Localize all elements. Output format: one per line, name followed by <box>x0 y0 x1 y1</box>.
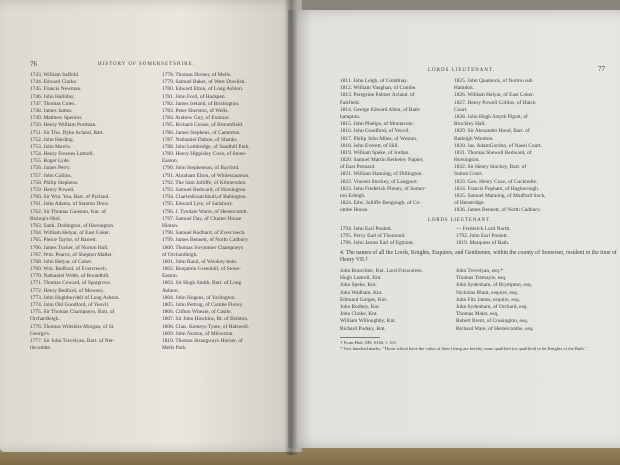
entry-line: 1824. Edw. Jolliffe Bengough, of Co- <box>340 200 422 207</box>
entry-line: Court. <box>454 106 468 113</box>
entry-line: 1793. Samuel Bedward, of Horsington. <box>162 187 247 193</box>
entry-line: 1790. John Stephenson, of Bayford. <box>162 165 240 172</box>
entry-line: 1778. Thomas Horner, of Mells. <box>162 72 232 78</box>
entry-line: 1779. Samuel Baker, of West Dowlish. <box>162 79 246 86</box>
entry-line: 1822. Vincent Stuckey, of Langport. <box>340 178 419 185</box>
entry-line: 1752. John Harding. <box>30 136 75 143</box>
entry-line: Hinton. <box>162 222 179 229</box>
entry-line: 1761. John Adams, of Stanton Drew. <box>30 201 110 208</box>
entry-line: John Rodney, Knt. <box>340 303 381 310</box>
entry-line: 1787. Nathaniel Dalton, of Shanks. <box>162 136 238 143</box>
entry-line: Butleigh Wootton. <box>454 135 494 142</box>
entry-line: 1817. Philip John Miles, of Weston. <box>340 135 418 142</box>
entry-line: 1774. John Old Goodford, of Yeovil. <box>30 302 110 308</box>
entry-line: 1831. Thomas Shewell Bedward, of <box>454 149 532 156</box>
entry-line: Orchardleigh. <box>30 316 60 323</box>
names-left <box>340 268 423 333</box>
entry-line: 1828. John Hugh Smyth Pigott, of <box>454 113 528 120</box>
entry-line: 1813. Peregrine Palmer Acland, of <box>340 92 415 99</box>
entry-line: 1765. Pierce Taylor, of Barrett. <box>30 237 97 244</box>
left-column-2 <box>162 72 250 352</box>
entry-line: 1789. Henry Hippisley Coxe, of Stone- <box>162 151 247 158</box>
entry-line: 1811. John Leigh, of Combhay. <box>340 78 408 84</box>
entry-line: John Speke, Knt. <box>340 282 377 289</box>
entry-line: 1819. William Speke, of Jordan. <box>340 149 410 156</box>
entry-line: tlecombe. <box>30 345 52 352</box>
entry-line: 1771. Thomas Coward, of Spargrove. <box>30 280 112 287</box>
entry-line: 1829. Sir Alexander Hood, Bart. of <box>454 128 530 135</box>
entry-line: 1816. John Goodford, of Yeovil. <box>340 128 410 135</box>
entry-line: 1819. Marquess of Bath. <box>456 240 510 247</box>
entry-line: 1763. Saml. Dodington, of Horsington. <box>30 222 115 229</box>
entry-line: Horsington. <box>454 157 480 164</box>
entry-line: of Henstridge. <box>454 200 485 207</box>
entry-line: 1777. Sir John Trevelyan, Bart. of Net- <box>30 337 115 344</box>
entry-line: 1750. Henry William Portman. <box>30 122 97 129</box>
entry-line: John Choke, Knt. <box>340 311 378 318</box>
entry-line: 1797. Samuel Day, of Charter House <box>162 215 242 222</box>
entry-line: 1798. Samuel Rodbard, of Evercreech. <box>162 230 246 237</box>
entry-line: of Orchardleigh. <box>162 251 198 258</box>
entry-line: Hamdon. <box>454 85 474 92</box>
entry-line: Fairfield. <box>340 99 360 106</box>
book-gutter <box>285 0 297 455</box>
entry-line: 1773. John Hughboydell of Long Ashton. <box>30 294 120 301</box>
right-column-2 <box>454 78 546 215</box>
entry-line: 1810. Thomas Strangways Horner, of <box>162 337 243 344</box>
henry-vii-paragraph: 4. The names of all the Lords, Knights, Esquires, and Gentlemen, within the county of Somerset, resident in the time of Henry VII.† <box>340 250 617 264</box>
entry-line: 1783. Peter Sherston, of Wells. <box>162 107 229 114</box>
lieutenants-left <box>340 226 414 248</box>
left-page-number: 76 <box>30 60 37 68</box>
entry-line: Thomas Tremayle, esq. <box>456 275 507 282</box>
entry-line: Brockley Hall. <box>454 121 486 128</box>
entry-line: 1835. Samuel Manning, of Mudford Sock, <box>454 193 546 199</box>
entry-line: 1808. Chas. Kemeys Tynte, of Halswell. <box>162 323 250 330</box>
entry-line: 1794. John Earl Poulett. <box>340 226 392 232</box>
entry-line: 1823. John Frederick Pinney, of Somer- <box>340 185 426 192</box>
right-running-head: LORDS LIEUTENANT. <box>428 68 495 73</box>
entry-line: 1834. Francis Popham, of Hagborough. <box>454 185 540 192</box>
entry-line: of East Pennard. <box>340 164 376 171</box>
entry-line: 1802. Benjamin Greenhill, of Stone- <box>162 266 241 273</box>
entry-line: John Bourchier, Knt. Lord Fitzwarren. <box>340 268 423 274</box>
entry-line: Easton. <box>162 273 179 280</box>
entry-line: 1809. John Norton, of Milverton. <box>162 330 234 337</box>
entry-line: 1775. Sir Thomas Champneys, Bart. of <box>30 309 115 316</box>
entry-line: 1825. John Quantock, of Norton sub <box>454 78 533 84</box>
entry-line: John Sydenham, of Brympton, esq. <box>456 282 532 289</box>
entry-line: 1747. Thomas Coles. <box>30 100 76 107</box>
entry-line: 1812. William Vaughan, of Combe. <box>340 85 417 92</box>
entry-line: 1805. John Pettrug, of Combe Florey. <box>162 302 244 308</box>
entry-line: 1799. James Bennett, of North Cadbury. <box>162 237 249 244</box>
entry-line: 1786. James Stephens, of Camerton. <box>162 129 241 136</box>
entry-line: 1782. James Ireland, of Brislington. <box>162 100 240 107</box>
entry-line: 1758. Philip Stephens. <box>30 179 79 186</box>
entry-line: 1821. William Hanning, of Dillington. <box>340 171 423 178</box>
entry-line: 1748. James James. <box>30 107 73 114</box>
entry-line: 1801. John Band, of Wookey-hole. <box>162 258 238 265</box>
entry-line: 1788. John Lethbridge, of Sandhill Park. <box>162 143 250 150</box>
entry-line: 1743. William Saffold. <box>30 72 80 78</box>
entry-line: hampton. <box>340 113 361 120</box>
entry-line: 1756. James Perry. <box>30 165 71 172</box>
left-page <box>0 0 302 452</box>
entry-line: 1795. Percy Earl of Thomond. <box>340 233 406 240</box>
entry-line: 1764. William Helyar, of East Coker. <box>30 230 111 237</box>
entry-line: 1827. Henry Powell Collins, of Hatch <box>454 99 536 106</box>
entry-line: William Willoughby, Knt. <box>340 318 397 325</box>
entry-line: 1767. Wm. Pearce, of Shepton Mallet. <box>30 251 113 258</box>
entry-line: 1760. Sir Wm. Yea, Bart. of Pyrland. <box>30 194 110 201</box>
entry-line: — Frederick Lord North. <box>456 226 511 232</box>
lieutenants-right <box>456 226 511 248</box>
entry-line: 1766. James Tucker, of Norton Hall. <box>30 244 109 251</box>
entry-line: 1781. John Ford, of Hadspen. <box>162 93 226 100</box>
entry-line: 1792. The Sam Jolliffe, of Kilmersdon. <box>162 179 247 186</box>
entry-line: 1755. Roger Lyde. <box>30 158 71 165</box>
entry-line: Robert Brent, of Cossington, esq. <box>456 318 529 325</box>
entry-line: 1772. Henry Bedford, of Mowsey. <box>30 287 105 294</box>
names-right <box>456 268 534 333</box>
entry-line: 1832. Sir Henry Stuckey, Bart. of <box>454 164 527 171</box>
entry-line: Richard Ware, of Hestercombe, esq. <box>456 325 534 332</box>
entry-line: 1753. John Morris. <box>30 143 72 150</box>
entry-line: 1776. Thomas Wiltshire Morgan, of St. <box>30 323 115 330</box>
entry-line: John Wadham, Knt. <box>340 289 383 296</box>
entry-line: 1796. J. Tyndale Warre, of Hestercomb. <box>162 208 248 215</box>
entry-line: 1795. Edward Lyte, of Salisbury. <box>162 201 234 208</box>
footnote-1: † From Harl. MS. 6166, f. 101. <box>340 340 398 345</box>
footnote-rule <box>340 337 380 338</box>
entry-line: Mells Park. <box>162 345 187 352</box>
entry-line: 1804. John Hogens, of Yarlington. <box>162 294 236 301</box>
right-column-1 <box>340 78 426 215</box>
entry-line: 1807. Sir John Hawkins, Bt. of Bishton. <box>162 316 249 323</box>
entry-line: 1791. Abraham Elton, of Whitestaunton. <box>162 172 250 179</box>
entry-line: 1836. James Bennett, of North Cadbury. <box>454 207 541 214</box>
entry-line: ombe House. <box>340 207 369 214</box>
entry-line: 1769. Wm. Bedford, of Evercreech. <box>30 266 108 273</box>
entry-line: Richard Pudsey, Knt. <box>340 325 386 332</box>
right-page-number: 77 <box>598 65 605 73</box>
right-page <box>288 10 620 448</box>
entry-line: 1780. Edward Elton, of Long Ashton. <box>162 86 244 93</box>
entry-line: 1814. George Edward Allen, of Bath- <box>340 106 421 113</box>
entry-line: Thomas Malet, esq. <box>456 311 499 318</box>
entry-line: 1820. Samuel Martin Berkeley Napier, <box>340 157 424 164</box>
entry-line: John Sydenham, of Orchard, esq. <box>456 303 528 310</box>
entry-line: Sutton Court. <box>454 171 484 178</box>
entry-line: Ashton. <box>162 287 179 294</box>
entry-line: 1818. John Everett, of Hill. <box>340 142 399 149</box>
left-column-1 <box>30 72 120 352</box>
entry-line: 1746. John Halliday. <box>30 93 75 100</box>
entry-line: 1830. Jas. AdamGordon, of Nasel Court. <box>454 142 542 149</box>
entry-line: Edmund Gorges, Knt. <box>340 296 388 303</box>
entry-line: ton Erleigh. <box>340 193 366 199</box>
footnote-2: * Two hundred marks. "Those which have the value of their living are hereby, none qualified (or qualified) to be Knights of the Bath." <box>340 346 587 351</box>
entry-line: John Trevelyan, esq.* <box>456 268 504 274</box>
entry-line: 1754. Henry Fownes Luttrell. <box>30 151 94 158</box>
entry-line: 1744. Edward Clarke. <box>30 79 78 86</box>
entry-line: 1815. John Phelips, of Montacute. <box>340 121 414 128</box>
entry-line: 1794. CharlesKnatchbull,of Babington. <box>162 194 247 201</box>
entry-line: 1803. Sir Hugh Smith, Bart. of Long <box>162 280 242 287</box>
entry-line: 1757. John Collins. <box>30 172 72 179</box>
entry-line: Easton. <box>162 158 179 165</box>
entry-line: Nicholas Blunt, esquire, esq. <box>456 289 518 296</box>
section-title: LORDS LIEUTENANT. <box>428 218 492 223</box>
entry-line: 1759. Henry Powell. <box>30 187 75 193</box>
entry-line: Bishop's-Hull. <box>30 215 62 222</box>
entry-line: 1749. Matthew Spencer. <box>30 115 83 122</box>
entry-line: 1768. John Helyar, of Coker. <box>30 258 93 265</box>
entry-line: 1770. Nathaniel Webb, of Roundhill. <box>30 273 110 280</box>
entry-line: 1792. John Earl Poulett. <box>456 233 508 240</box>
entry-line: 1762. Sir Thomas Gunston, Knt. of <box>30 208 106 215</box>
entry-line: 1785. Richard Crosse, of Broomfield. <box>162 122 244 129</box>
entry-line: 1806. Clifton Wheate, of Castle. <box>162 309 232 316</box>
left-running-head: HISTORY OF SOMERSETSHIRE. <box>98 62 195 67</box>
entry-line: 1833. Geo. Henry Coxe, of Cucknolle. <box>454 178 538 185</box>
entry-line: 1784. Andrew Guy, of Exmoor. <box>162 115 230 122</box>
entry-line: 1826. William Helyar, of East Coker. <box>454 92 535 99</box>
entry-line: 1745. Francis Newman. <box>30 86 82 93</box>
entry-line: 1800. Thomas Swymmer Champneys <box>162 244 244 251</box>
entry-line: George's. <box>30 330 51 337</box>
entry-line: 1751. Sir Tho. Dyke Acland, Bart. <box>30 129 105 136</box>
entry-line: John Fitz James, esquire, esq. <box>456 296 520 303</box>
entry-line: 1796. John James Earl of Egmont. <box>340 240 415 247</box>
entry-line: Hugh Luttrell, Knt. <box>340 275 382 282</box>
